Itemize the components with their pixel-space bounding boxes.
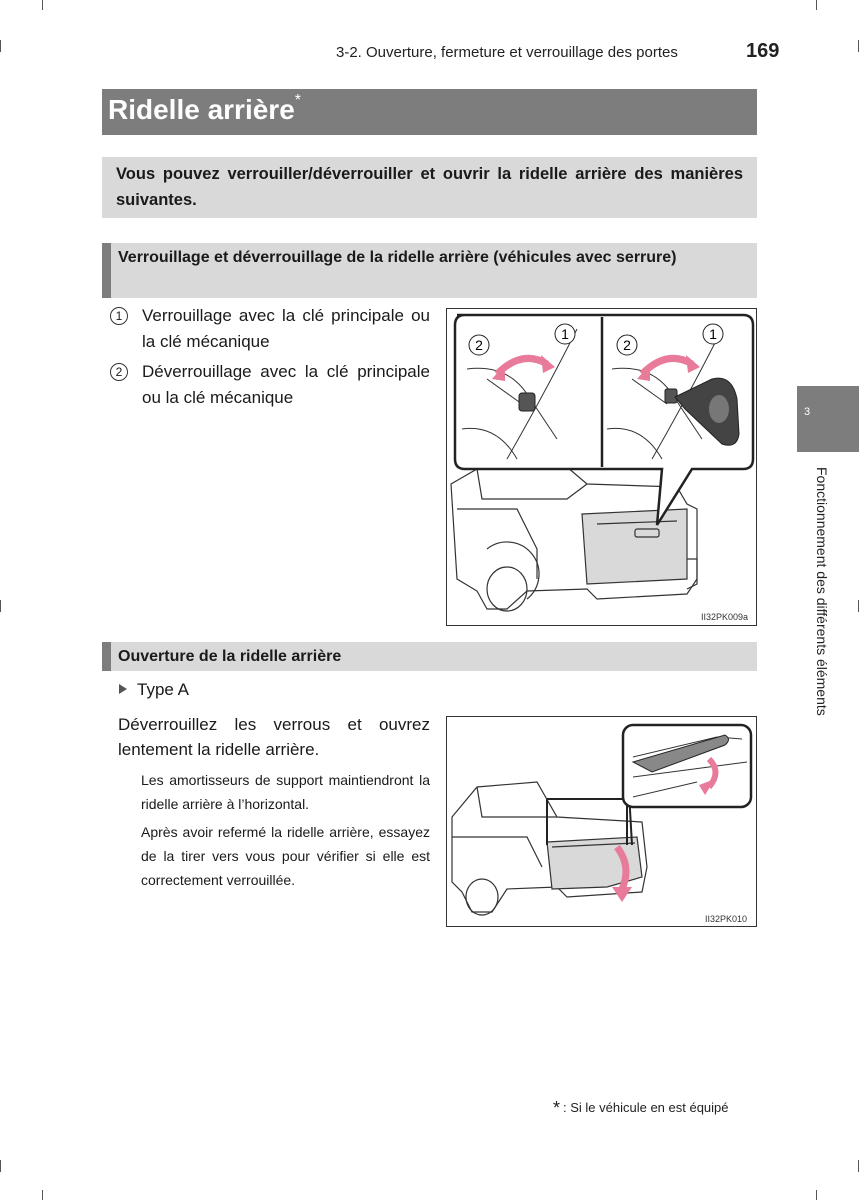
section-title bbox=[108, 94, 301, 126]
title-asterisk: * bbox=[294, 92, 302, 109]
chapter-tab bbox=[797, 386, 859, 452]
figure-code: II32PK009a bbox=[701, 612, 749, 622]
page-number: 169 bbox=[746, 40, 780, 62]
tailgate-lock-illustration bbox=[446, 308, 757, 626]
figure-code: II32PK010 bbox=[705, 914, 748, 924]
open-instruction: Déverrouillez les verrous et ouvrez lentement la ridelle arrière. bbox=[118, 715, 430, 759]
chapter-number: 3 bbox=[804, 406, 811, 418]
item-text: Verrouillage avec la clé principale ou la clé mécanique bbox=[142, 306, 430, 351]
callout-number: 1 bbox=[561, 326, 569, 342]
note-text: Les amortisseurs de support maintiendront la ridelle arrière à l’horizontal. bbox=[141, 772, 430, 812]
list-item bbox=[110, 303, 430, 355]
footnote bbox=[553, 1096, 729, 1117]
lock-section-heading: Verrouillage et déverrouillage de la ridelle arrière (véhicules avec serrure) bbox=[102, 243, 757, 298]
item-number-badge: 2 bbox=[110, 363, 128, 381]
callout-number: 2 bbox=[623, 337, 631, 353]
type-label bbox=[119, 680, 189, 700]
running-header: 3-2. Ouverture, fermeture et verrouillage des portes bbox=[336, 44, 678, 61]
crop-mark bbox=[0, 600, 1, 612]
crop-mark bbox=[0, 40, 1, 52]
intro-box: Vous pouvez verrouiller/déverrouiller et ouvrir la ridelle arrière des manières suivantes. bbox=[102, 157, 757, 218]
item-text: Déverrouillage avec la clé principale ou la clé mécanique bbox=[142, 362, 430, 407]
callout-number: 2 bbox=[475, 337, 483, 353]
footnote-text: : Si le véhicule en est équipé bbox=[563, 1100, 729, 1115]
crop-mark bbox=[42, 0, 43, 10]
item-number-badge: 1 bbox=[110, 307, 128, 325]
type-label-text: Type A bbox=[137, 680, 189, 699]
callout-number: 1 bbox=[709, 326, 717, 342]
tailgate-lock-drawing bbox=[447, 309, 757, 626]
crop-mark bbox=[816, 1190, 817, 1200]
open-section-heading: Ouverture de la ridelle arrière bbox=[102, 642, 757, 671]
crop-mark bbox=[42, 1190, 43, 1200]
crop-mark bbox=[816, 0, 817, 10]
crop-mark bbox=[0, 1160, 1, 1172]
list-item bbox=[110, 359, 430, 411]
tailgate-open-drawing bbox=[447, 717, 757, 927]
tailgate-open-illustration bbox=[446, 716, 757, 927]
section-title-bar bbox=[102, 89, 757, 135]
section-title-text: Ridelle arrière bbox=[108, 94, 295, 125]
triangle-bullet-icon bbox=[119, 684, 127, 694]
chapter-label: Fonctionnement des différents éléments bbox=[814, 467, 830, 716]
footnote-asterisk-icon: * bbox=[553, 1098, 561, 1118]
note-text: Après avoir refermé la ridelle arrière, essayez de la tirer vers vous pour vérifier si elle est correctement verrouillée. bbox=[141, 824, 430, 888]
